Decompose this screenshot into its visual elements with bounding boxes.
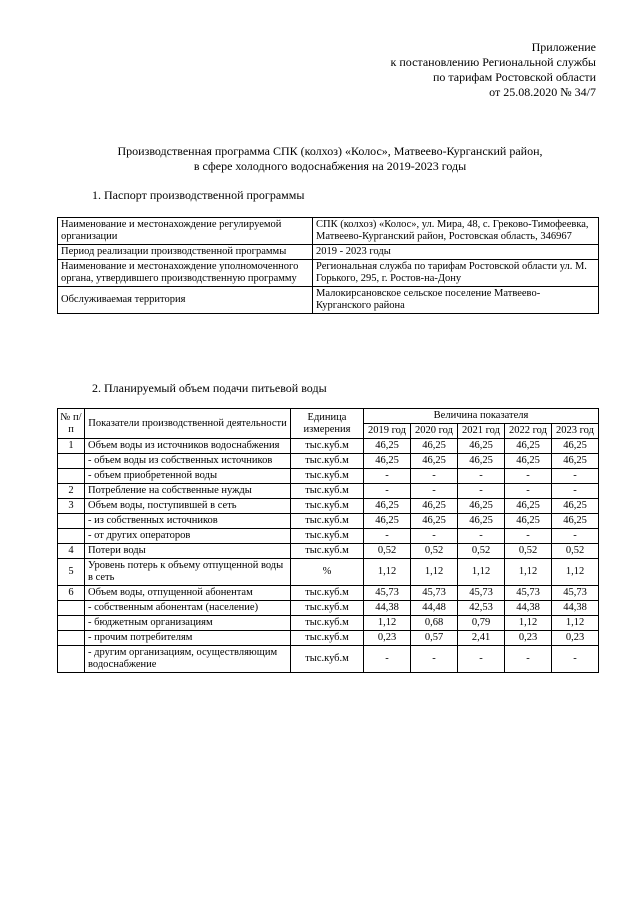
- row-value: 45,73: [411, 586, 458, 601]
- row-unit: тыс.куб.м: [291, 499, 364, 514]
- appendix-date: от 25.08.2020 № 34/7: [489, 85, 596, 99]
- row-value: -: [458, 529, 505, 544]
- table-row: [58, 469, 599, 484]
- row-number: 4: [58, 544, 85, 559]
- row-value: 1,12: [458, 559, 505, 586]
- row-number: 6: [58, 586, 85, 601]
- row-value: -: [552, 529, 599, 544]
- row-value: 1,12: [364, 559, 411, 586]
- appendix-header: [391, 40, 596, 100]
- title-line: в сфере холодного водоснабжения на 2019-2023 годы: [193, 159, 467, 173]
- row-value: -: [505, 469, 552, 484]
- row-indicator: Уровень потерь к объему отпущенной воды в сеть: [85, 559, 291, 586]
- table-header-row: [58, 409, 599, 424]
- row-value: 46,25: [505, 514, 552, 529]
- table-row: [58, 646, 599, 673]
- row-value: 0,68: [411, 616, 458, 631]
- passport-table: [57, 217, 599, 314]
- row-number: [58, 616, 85, 631]
- table-row: [58, 559, 599, 586]
- row-value: 44,38: [505, 601, 552, 616]
- row-number: 5: [58, 559, 85, 586]
- table-row: [58, 484, 599, 499]
- header-year: 2023 год: [552, 424, 599, 439]
- row-indicator: - из собственных источников: [85, 514, 291, 529]
- row-value: 1,12: [411, 559, 458, 586]
- table-row: [58, 544, 599, 559]
- row-value: 1,12: [505, 559, 552, 586]
- row-value: 46,25: [505, 499, 552, 514]
- row-value: -: [552, 646, 599, 673]
- row-value: 45,73: [552, 586, 599, 601]
- row-value: 1,12: [364, 616, 411, 631]
- passport-value: Региональная служба по тарифам Ростовской области ул. М. Горького, 295, г. Ростов-на-Дону: [313, 260, 599, 287]
- row-value: 46,25: [411, 514, 458, 529]
- row-value: 46,25: [458, 499, 505, 514]
- row-value: -: [364, 484, 411, 499]
- row-value: -: [458, 646, 505, 673]
- row-value: -: [411, 529, 458, 544]
- row-value: 1,12: [505, 616, 552, 631]
- row-value: 0,52: [552, 544, 599, 559]
- header-year: 2022 год: [505, 424, 552, 439]
- row-value: 0,79: [458, 616, 505, 631]
- table-row: [58, 601, 599, 616]
- row-value: 2,41: [458, 631, 505, 646]
- row-unit: тыс.куб.м: [291, 586, 364, 601]
- row-unit: тыс.куб.м: [291, 601, 364, 616]
- water-volume-table: [57, 408, 599, 673]
- header-unit: Единица измерения: [291, 409, 364, 439]
- row-number: 2: [58, 484, 85, 499]
- header-year: 2020 год: [411, 424, 458, 439]
- row-value: 46,25: [411, 439, 458, 454]
- row-value: 44,38: [552, 601, 599, 616]
- table-row: [58, 439, 599, 454]
- row-unit: тыс.куб.м: [291, 469, 364, 484]
- row-value: 0,23: [505, 631, 552, 646]
- row-indicator: - другим организациям, осуществляющим водоснабжение: [85, 646, 291, 673]
- row-value: 44,48: [411, 601, 458, 616]
- row-value: -: [505, 484, 552, 499]
- header-indicator: Показатели производственной деятельности: [85, 409, 291, 439]
- row-value: 46,25: [552, 499, 599, 514]
- row-unit: %: [291, 559, 364, 586]
- row-value: -: [364, 646, 411, 673]
- row-indicator: - от других операторов: [85, 529, 291, 544]
- header-num: № п/п: [58, 409, 85, 439]
- row-value: 46,25: [364, 439, 411, 454]
- passport-value: 2019 - 2023 годы: [313, 245, 599, 260]
- row-indicator: Объем воды, отпущенной абонентам: [85, 586, 291, 601]
- title-line: Производственная программа СПК (колхоз) «Колос», Матвеево-Курганский район,: [117, 144, 543, 158]
- row-value: -: [505, 646, 552, 673]
- row-unit: тыс.куб.м: [291, 439, 364, 454]
- row-value: -: [505, 529, 552, 544]
- row-value: 42,53: [458, 601, 505, 616]
- row-value: 45,73: [458, 586, 505, 601]
- row-value: 46,25: [458, 514, 505, 529]
- row-number: [58, 454, 85, 469]
- row-value: 0,52: [364, 544, 411, 559]
- table-row: [58, 586, 599, 601]
- table-row: [58, 454, 599, 469]
- row-indicator: Объем воды, поступившей в сеть: [85, 499, 291, 514]
- row-value: 46,25: [505, 439, 552, 454]
- row-value: 45,73: [505, 586, 552, 601]
- row-indicator: - объем воды из собственных источников: [85, 454, 291, 469]
- row-indicator: - прочим потребителям: [85, 631, 291, 646]
- row-number: [58, 646, 85, 673]
- row-value: 1,12: [552, 616, 599, 631]
- row-value: 0,52: [458, 544, 505, 559]
- row-number: 3: [58, 499, 85, 514]
- table-row: [58, 499, 599, 514]
- passport-label: Наименование и местонахождение регулируемой организации: [58, 218, 313, 245]
- row-unit: тыс.куб.м: [291, 646, 364, 673]
- section-heading-passport: 1. Паспорт производственной программы: [92, 188, 305, 202]
- row-unit: тыс.куб.м: [291, 616, 364, 631]
- row-value: 44,38: [364, 601, 411, 616]
- passport-row: [58, 260, 599, 287]
- row-value: -: [411, 469, 458, 484]
- header-value-group: Величина показателя: [364, 409, 599, 424]
- row-value: 0,23: [552, 631, 599, 646]
- table-row: [58, 514, 599, 529]
- row-unit: тыс.куб.м: [291, 514, 364, 529]
- row-value: 46,25: [552, 514, 599, 529]
- row-value: 46,25: [458, 439, 505, 454]
- row-value: 46,25: [411, 454, 458, 469]
- table-row: [58, 616, 599, 631]
- row-number: [58, 514, 85, 529]
- row-number: [58, 529, 85, 544]
- row-value: -: [458, 469, 505, 484]
- row-value: -: [552, 484, 599, 499]
- passport-row: [58, 245, 599, 260]
- row-value: -: [411, 484, 458, 499]
- row-number: 1: [58, 439, 85, 454]
- row-unit: тыс.куб.м: [291, 544, 364, 559]
- row-value: 0,52: [411, 544, 458, 559]
- passport-row: [58, 218, 599, 245]
- row-value: 46,25: [552, 439, 599, 454]
- row-value: 46,25: [552, 454, 599, 469]
- document-title: [60, 144, 600, 174]
- row-unit: тыс.куб.м: [291, 631, 364, 646]
- row-indicator: - собственным абонентам (население): [85, 601, 291, 616]
- row-value: -: [411, 646, 458, 673]
- row-value: -: [364, 469, 411, 484]
- row-value: 46,25: [364, 514, 411, 529]
- passport-value: СПК (колхоз) «Колос», ул. Мира, 48, с. Греково-Тимофеевка, Матвеево-Курганский район, Ростовская область, 346967: [313, 218, 599, 245]
- row-value: 0,52: [505, 544, 552, 559]
- row-value: 46,25: [411, 499, 458, 514]
- row-unit: тыс.куб.м: [291, 484, 364, 499]
- row-value: 46,25: [364, 454, 411, 469]
- passport-label: Обслуживаемая территория: [58, 287, 313, 314]
- passport-row: [58, 287, 599, 314]
- appendix-line: Приложение: [531, 40, 596, 54]
- row-number: [58, 469, 85, 484]
- header-year: 2021 год: [458, 424, 505, 439]
- row-value: 46,25: [505, 454, 552, 469]
- row-number: [58, 631, 85, 646]
- appendix-line: по тарифам Ростовской области: [432, 70, 596, 84]
- appendix-line: к постановлению Региональной службы: [390, 55, 596, 69]
- row-indicator: - объем приобретенной воды: [85, 469, 291, 484]
- row-indicator: Потребление на собственные нужды: [85, 484, 291, 499]
- row-value: 45,73: [364, 586, 411, 601]
- row-value: -: [552, 469, 599, 484]
- table-row: [58, 529, 599, 544]
- row-value: -: [364, 529, 411, 544]
- row-unit: тыс.куб.м: [291, 529, 364, 544]
- row-indicator: - бюджетным организациям: [85, 616, 291, 631]
- row-value: 46,25: [458, 454, 505, 469]
- header-year: 2019 год: [364, 424, 411, 439]
- row-value: 1,12: [552, 559, 599, 586]
- row-number: [58, 601, 85, 616]
- section-heading-volume: 2. Планируемый объем подачи питьевой воды: [92, 381, 327, 395]
- passport-value: Малокирсановское сельское поселение Матвеево-Курганского района: [313, 287, 599, 314]
- row-unit: тыс.куб.м: [291, 454, 364, 469]
- passport-label: Наименование и местонахождение уполномоченного органа, утвердившего производственную программу: [58, 260, 313, 287]
- row-indicator: Потери воды: [85, 544, 291, 559]
- row-value: 0,23: [364, 631, 411, 646]
- table-row: [58, 631, 599, 646]
- row-indicator: Объем воды из источников водоснабжения: [85, 439, 291, 454]
- row-value: -: [458, 484, 505, 499]
- passport-label: Период реализации производственной программы: [58, 245, 313, 260]
- row-value: 46,25: [364, 499, 411, 514]
- row-value: 0,57: [411, 631, 458, 646]
